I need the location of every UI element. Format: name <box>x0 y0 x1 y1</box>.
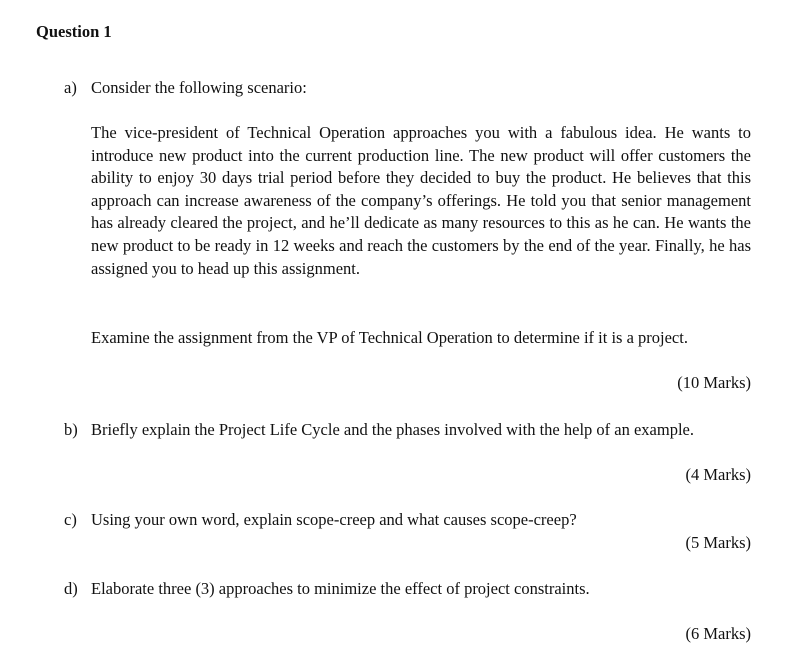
part-b-letter: b) <box>64 420 78 439</box>
part-b-marks: (4 Marks) <box>685 465 751 484</box>
part-a-scenario: The vice-president of Technical Operation approaches you with a fabulous idea. He wants to introduce new product into the current production line. The new product will offer customers the ability to enjoy 30 days trial period before they decided to buy the product. He believes that this approach can increase awareness of the company’s offerings. He told you that senior management has already cleared the project, and he’ll dedicate as many resources to this as he can. He wants the new product to be ready in 12 weeks and reach the customers by the end of the year. Finally, he has assigned you to head up this assignment. <box>91 123 751 278</box>
part-d-prompt: Elaborate three (3) approaches to minimize the effect of project constraints. <box>91 579 590 598</box>
part-c-marks: (5 Marks) <box>685 533 751 552</box>
part-b-prompt: Briefly explain the Project Life Cycle and the phases involved with the help of an example. <box>91 420 694 439</box>
part-c-prompt: Using your own word, explain scope-creep and what causes scope-creep? <box>91 510 577 529</box>
part-d-marks: (6 Marks) <box>685 624 751 643</box>
part-a-task: Examine the assignment from the VP of Technical Operation to determine if it is a project. <box>91 328 688 347</box>
part-c-letter: c) <box>64 510 77 529</box>
part-d-letter: d) <box>64 579 78 598</box>
part-a-marks: (10 Marks) <box>677 373 751 392</box>
part-a-letter: a) <box>64 78 77 97</box>
question-heading: Question 1 <box>36 22 112 41</box>
part-a-prompt: Consider the following scenario: <box>91 78 307 97</box>
